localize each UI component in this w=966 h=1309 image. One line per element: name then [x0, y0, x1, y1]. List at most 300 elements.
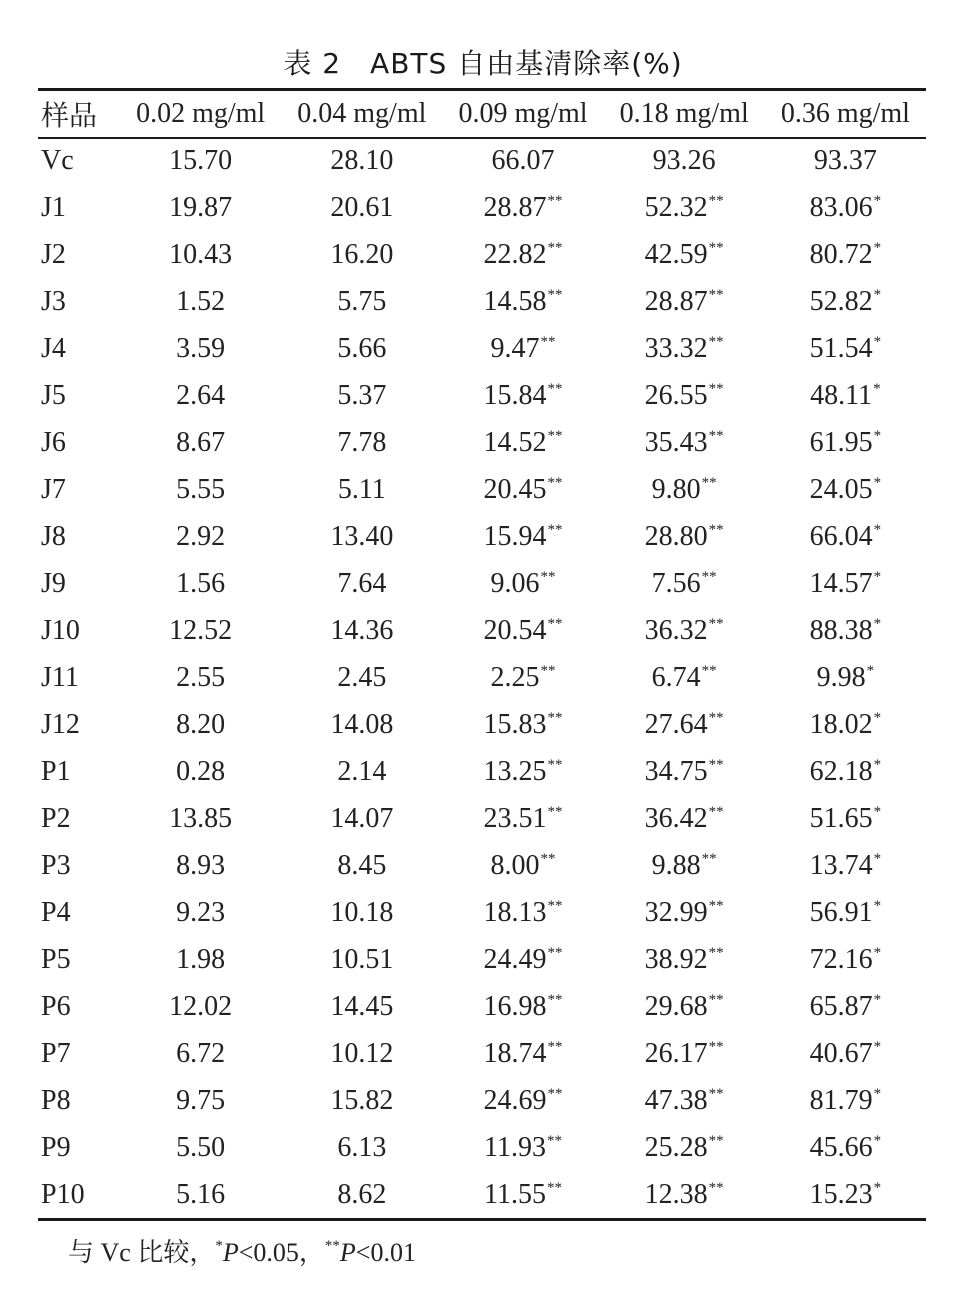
value-number: 28.10: [330, 144, 394, 176]
value-cell: [442, 748, 603, 795]
value-cell: [442, 842, 603, 889]
value-number: 5.55: [176, 473, 226, 505]
table-row: [38, 560, 926, 607]
value-number: 9.98: [816, 661, 866, 693]
value-cell: [765, 419, 926, 466]
significance-mark: **: [547, 239, 563, 256]
value-number: 93.37: [813, 144, 877, 176]
sample-cell: Vc: [41, 144, 74, 176]
significance-mark: *: [873, 474, 882, 491]
value-cell: [120, 231, 281, 278]
value-number: 13.85: [169, 802, 233, 834]
value-number: 51.54: [809, 332, 873, 364]
significance-mark: **: [701, 474, 717, 491]
value-cell: [765, 466, 926, 513]
value-cell: [604, 137, 765, 184]
value-number: 6.13: [337, 1131, 387, 1163]
value-cell: [765, 325, 926, 372]
significance-mark: **: [708, 615, 724, 632]
value-cell: [120, 983, 281, 1030]
value-cell: [442, 889, 603, 936]
value-cell: [281, 795, 442, 842]
value-number: 5.50: [176, 1131, 226, 1163]
value-number: 47.38: [644, 1084, 708, 1116]
significance-mark: **: [547, 521, 563, 538]
table-row: [38, 889, 926, 936]
value-number: 13.40: [330, 520, 394, 552]
value-number: 8.20: [176, 708, 226, 740]
value-cell: [765, 842, 926, 889]
sample-cell: J4: [41, 332, 66, 364]
value-number: 40.67: [809, 1037, 873, 1069]
value-cell: [442, 1077, 603, 1124]
sample-cell: J3: [41, 285, 66, 317]
value-cell: [765, 1077, 926, 1124]
value-cell: [765, 1124, 926, 1171]
value-number: 15.23: [809, 1178, 873, 1210]
value-number: 93.26: [652, 144, 716, 176]
significance-mark: **: [547, 286, 563, 303]
value-cell: [604, 278, 765, 325]
value-cell: [442, 1030, 603, 1077]
value-cell: [281, 1124, 442, 1171]
value-number: 9.47: [490, 332, 540, 364]
value-number: 9.88: [651, 849, 701, 881]
value-cell: [442, 466, 603, 513]
value-number: 15.82: [330, 1084, 394, 1116]
value-cell: [281, 278, 442, 325]
significance-mark: **: [547, 756, 563, 773]
significance-mark: **: [708, 427, 724, 444]
value-cell: [281, 701, 442, 748]
table-body: [38, 137, 926, 1218]
value-number: 7.56: [651, 567, 701, 599]
value-number: 16.20: [330, 238, 394, 270]
value-number: 12.02: [169, 990, 233, 1022]
significance-mark: **: [547, 944, 563, 961]
significance-mark: **: [546, 1179, 562, 1196]
value-cell: [765, 278, 926, 325]
value-number: 8.00: [490, 849, 540, 881]
value-number: 88.38: [809, 614, 873, 646]
abts-data-table: [38, 91, 926, 1218]
value-number: 38.92: [644, 943, 708, 975]
value-number: 14.36: [330, 614, 394, 646]
value-cell: [120, 513, 281, 560]
significance-mark: *: [873, 756, 882, 773]
significance-mark: **: [547, 474, 563, 491]
significance-mark: **: [708, 239, 724, 256]
sample-cell: J7: [41, 473, 66, 505]
column-header-conc: 0.02 mg/ml: [136, 98, 266, 129]
significance-mark: *: [866, 662, 875, 679]
value-cell: [765, 513, 926, 560]
value-cell: [604, 372, 765, 419]
value-cell: [604, 842, 765, 889]
value-number: 14.57: [809, 567, 873, 599]
value-number: 14.58: [483, 285, 547, 317]
value-cell: [120, 607, 281, 654]
value-number: 18.02: [809, 708, 873, 740]
sample-cell: P5: [41, 943, 71, 975]
table-title: 表 2 ABTS 自由基清除率(%): [283, 47, 683, 80]
significance-mark: **: [708, 709, 724, 726]
value-number: 9.75: [176, 1084, 226, 1116]
significance-mark: **: [540, 568, 556, 585]
value-cell: [120, 654, 281, 701]
value-cell: [281, 137, 442, 184]
value-cell: [120, 372, 281, 419]
sample-cell: J11: [41, 661, 79, 693]
value-number: 7.64: [337, 567, 387, 599]
value-cell: [765, 372, 926, 419]
value-cell: [281, 748, 442, 795]
value-cell: [442, 983, 603, 1030]
value-number: 2.64: [176, 379, 226, 411]
value-number: 12.38: [644, 1178, 708, 1210]
value-cell: [120, 889, 281, 936]
value-cell: [281, 325, 442, 372]
value-cell: [281, 842, 442, 889]
value-number: 83.06: [809, 191, 873, 223]
value-number: 13.74: [809, 849, 873, 881]
table-row: [38, 419, 926, 466]
value-number: 0.28: [176, 755, 226, 787]
value-number: 1.52: [176, 285, 226, 317]
value-number: 66.04: [809, 520, 873, 552]
significance-mark: **: [701, 568, 717, 585]
value-cell: [120, 560, 281, 607]
significance-mark: *: [873, 1132, 882, 1149]
value-number: 18.74: [483, 1037, 547, 1069]
significance-mark: **: [547, 192, 563, 209]
column-header-conc: 0.04 mg/ml: [297, 98, 427, 129]
sample-cell: P7: [41, 1037, 71, 1069]
value-number: 15.84: [483, 379, 547, 411]
value-cell: [281, 372, 442, 419]
significance-mark: **: [708, 380, 724, 397]
sample-cell: P1: [41, 755, 71, 787]
sample-cell: P6: [41, 990, 71, 1022]
significance-mark: *: [873, 568, 882, 585]
value-cell: [120, 842, 281, 889]
significance-mark: **: [708, 944, 724, 961]
value-number: 10.12: [330, 1037, 394, 1069]
sample-cell: P8: [41, 1084, 71, 1116]
value-cell: [281, 1171, 442, 1218]
value-cell: [765, 231, 926, 278]
value-cell: [604, 936, 765, 983]
sample-cell: J5: [41, 379, 66, 411]
value-number: 2.14: [337, 755, 387, 787]
value-number: 1.56: [176, 567, 226, 599]
value-cell: [442, 325, 603, 372]
significance-mark: **: [547, 380, 563, 397]
significance-mark: *: [873, 850, 882, 867]
sample-cell: J2: [41, 238, 66, 270]
value-cell: [281, 184, 442, 231]
value-cell: [604, 231, 765, 278]
value-cell: [604, 889, 765, 936]
value-cell: [281, 466, 442, 513]
value-cell: [120, 795, 281, 842]
value-number: 32.99: [644, 896, 708, 928]
value-cell: [604, 560, 765, 607]
value-cell: [442, 936, 603, 983]
value-number: 66.07: [491, 144, 555, 176]
value-cell: [281, 607, 442, 654]
value-cell: [765, 1171, 926, 1218]
value-number: 10.51: [330, 943, 394, 975]
value-cell: [442, 278, 603, 325]
value-cell: [442, 513, 603, 560]
sample-cell: P3: [41, 849, 71, 881]
value-number: 61.95: [809, 426, 873, 458]
value-number: 48.11: [810, 379, 873, 411]
column-header-sample: 样品: [41, 101, 98, 132]
sample-cell: J1: [41, 191, 66, 223]
significance-mark: **: [547, 1038, 563, 1055]
significance-mark: **: [708, 286, 724, 303]
table-row: [38, 372, 926, 419]
value-cell: [120, 1077, 281, 1124]
value-cell: [281, 936, 442, 983]
significance-mark: *: [873, 615, 882, 632]
value-cell: [765, 936, 926, 983]
value-cell: [604, 795, 765, 842]
value-cell: [765, 184, 926, 231]
value-number: 15.94: [483, 520, 547, 552]
value-cell: [120, 419, 281, 466]
sample-cell: P9: [41, 1131, 71, 1163]
value-cell: [604, 1030, 765, 1077]
footnote-prefix: 与 Vc 比较，: [68, 1238, 216, 1267]
value-number: 16.98: [483, 990, 547, 1022]
value-number: 20.45: [483, 473, 547, 505]
significance-mark: **: [540, 662, 556, 679]
value-number: 27.64: [644, 708, 708, 740]
value-number: 36.32: [644, 614, 708, 646]
value-number: 14.45: [330, 990, 394, 1022]
value-number: 10.18: [330, 896, 394, 928]
value-cell: [442, 372, 603, 419]
value-number: 2.92: [176, 520, 226, 552]
value-number: 7.78: [337, 426, 387, 458]
value-number: 52.32: [644, 191, 708, 223]
footnote-mark-1: *: [215, 1238, 223, 1254]
significance-mark: *: [873, 803, 882, 820]
footnote-p-value-2: <0.01: [355, 1238, 416, 1267]
column-header-conc: 0.18 mg/ml: [619, 98, 749, 129]
sample-cell: P2: [41, 802, 71, 834]
value-number: 81.79: [809, 1084, 873, 1116]
value-cell: [765, 654, 926, 701]
value-number: 9.06: [490, 567, 540, 599]
significance-mark: *: [873, 897, 882, 914]
value-number: 8.67: [176, 426, 226, 458]
value-number: 26.17: [644, 1037, 708, 1069]
significance-mark: **: [547, 427, 563, 444]
value-cell: [120, 137, 281, 184]
significance-mark: **: [708, 756, 724, 773]
value-number: 28.80: [644, 520, 708, 552]
value-cell: [442, 419, 603, 466]
value-cell: [604, 701, 765, 748]
value-number: 5.75: [337, 285, 387, 317]
value-number: 72.16: [809, 943, 873, 975]
significance-mark: *: [873, 239, 882, 256]
value-cell: [442, 560, 603, 607]
table-footnote: [68, 1232, 416, 1269]
value-number: 1.98: [176, 943, 226, 975]
table-row: [38, 231, 926, 278]
value-cell: [120, 748, 281, 795]
significance-mark: **: [540, 333, 556, 350]
value-number: 6.72: [176, 1037, 226, 1069]
value-number: 8.45: [337, 849, 387, 881]
significance-mark: *: [873, 1179, 882, 1196]
value-cell: [120, 701, 281, 748]
value-number: 14.52: [483, 426, 547, 458]
value-cell: [604, 1171, 765, 1218]
value-cell: [281, 1030, 442, 1077]
significance-mark: **: [708, 1132, 724, 1149]
value-cell: [120, 466, 281, 513]
value-number: 19.87: [169, 191, 233, 223]
table-row: [38, 1124, 926, 1171]
sample-cell: J10: [41, 614, 80, 646]
value-number: 12.52: [169, 614, 233, 646]
value-cell: [120, 1124, 281, 1171]
value-number: 6.74: [651, 661, 701, 693]
value-cell: [120, 325, 281, 372]
value-cell: [765, 795, 926, 842]
value-number: 14.07: [330, 802, 394, 834]
significance-mark: *: [873, 944, 882, 961]
value-number: 8.93: [176, 849, 226, 881]
value-number: 5.37: [337, 379, 387, 411]
table-row: [38, 607, 926, 654]
value-number: 62.18: [809, 755, 873, 787]
value-number: 5.16: [176, 1178, 226, 1210]
significance-mark: **: [547, 1085, 563, 1102]
significance-mark: *: [873, 427, 882, 444]
table-row: [38, 325, 926, 372]
value-cell: [281, 889, 442, 936]
significance-mark: *: [873, 521, 882, 538]
value-number: 24.49: [483, 943, 547, 975]
value-number: 22.82: [483, 238, 547, 270]
value-number: 13.25: [483, 755, 547, 787]
value-number: 5.11: [337, 473, 386, 505]
value-number: 11.55: [484, 1178, 546, 1210]
table-row: [38, 795, 926, 842]
value-number: 24.69: [483, 1084, 547, 1116]
significance-mark: *: [873, 1085, 882, 1102]
value-cell: [765, 701, 926, 748]
value-cell: [281, 560, 442, 607]
value-cell: [442, 1124, 603, 1171]
significance-mark: **: [708, 192, 724, 209]
value-number: 18.13: [483, 896, 547, 928]
table-row: [38, 184, 926, 231]
significance-mark: **: [546, 1132, 562, 1149]
value-cell: [765, 607, 926, 654]
value-number: 2.45: [337, 661, 387, 693]
value-cell: [281, 419, 442, 466]
value-cell: [604, 184, 765, 231]
value-number: 33.32: [644, 332, 708, 364]
value-cell: [604, 983, 765, 1030]
value-cell: [442, 137, 603, 184]
table-row: [38, 842, 926, 889]
value-cell: [281, 983, 442, 1030]
significance-mark: **: [708, 1038, 724, 1055]
value-number: 2.55: [176, 661, 226, 693]
sample-cell: J9: [41, 567, 66, 599]
value-number: 28.87: [483, 191, 547, 223]
value-cell: [281, 231, 442, 278]
value-number: 9.23: [176, 896, 226, 928]
table-row: [38, 936, 926, 983]
table-bottom-rule: [38, 1218, 926, 1221]
significance-mark: **: [708, 1085, 724, 1102]
value-number: 11.93: [484, 1131, 546, 1163]
value-number: 10.43: [169, 238, 233, 270]
value-cell: [765, 748, 926, 795]
table-row: [38, 137, 926, 184]
table-row: [38, 983, 926, 1030]
value-cell: [604, 654, 765, 701]
value-number: 52.82: [809, 285, 873, 317]
significance-mark: **: [708, 333, 724, 350]
column-header-conc: 0.09 mg/ml: [458, 98, 588, 129]
significance-mark: **: [701, 662, 717, 679]
value-number: 23.51: [483, 802, 547, 834]
value-cell: [442, 654, 603, 701]
value-number: 25.28: [644, 1131, 708, 1163]
significance-mark: **: [547, 803, 563, 820]
value-number: 65.87: [809, 990, 873, 1022]
significance-mark: **: [547, 709, 563, 726]
value-number: 15.70: [169, 144, 233, 176]
significance-mark: *: [873, 286, 882, 303]
value-number: 34.75: [644, 755, 708, 787]
value-number: 36.42: [644, 802, 708, 834]
value-number: 20.54: [483, 614, 547, 646]
significance-mark: **: [708, 803, 724, 820]
significance-mark: **: [708, 521, 724, 538]
value-cell: [604, 607, 765, 654]
header-row: [38, 91, 926, 137]
value-cell: [281, 513, 442, 560]
significance-mark: **: [708, 1179, 724, 1196]
value-number: 35.43: [644, 426, 708, 458]
significance-mark: *: [873, 192, 882, 209]
significance-mark: **: [708, 897, 724, 914]
value-number: 14.08: [330, 708, 394, 740]
significance-mark: *: [873, 380, 881, 397]
table-row: [38, 748, 926, 795]
value-cell: [120, 278, 281, 325]
value-number: 42.59: [644, 238, 708, 270]
value-cell: [120, 1171, 281, 1218]
sample-cell: P4: [41, 896, 71, 928]
value-cell: [442, 184, 603, 231]
value-cell: [604, 419, 765, 466]
value-cell: [765, 137, 926, 184]
value-number: 3.59: [176, 332, 226, 364]
